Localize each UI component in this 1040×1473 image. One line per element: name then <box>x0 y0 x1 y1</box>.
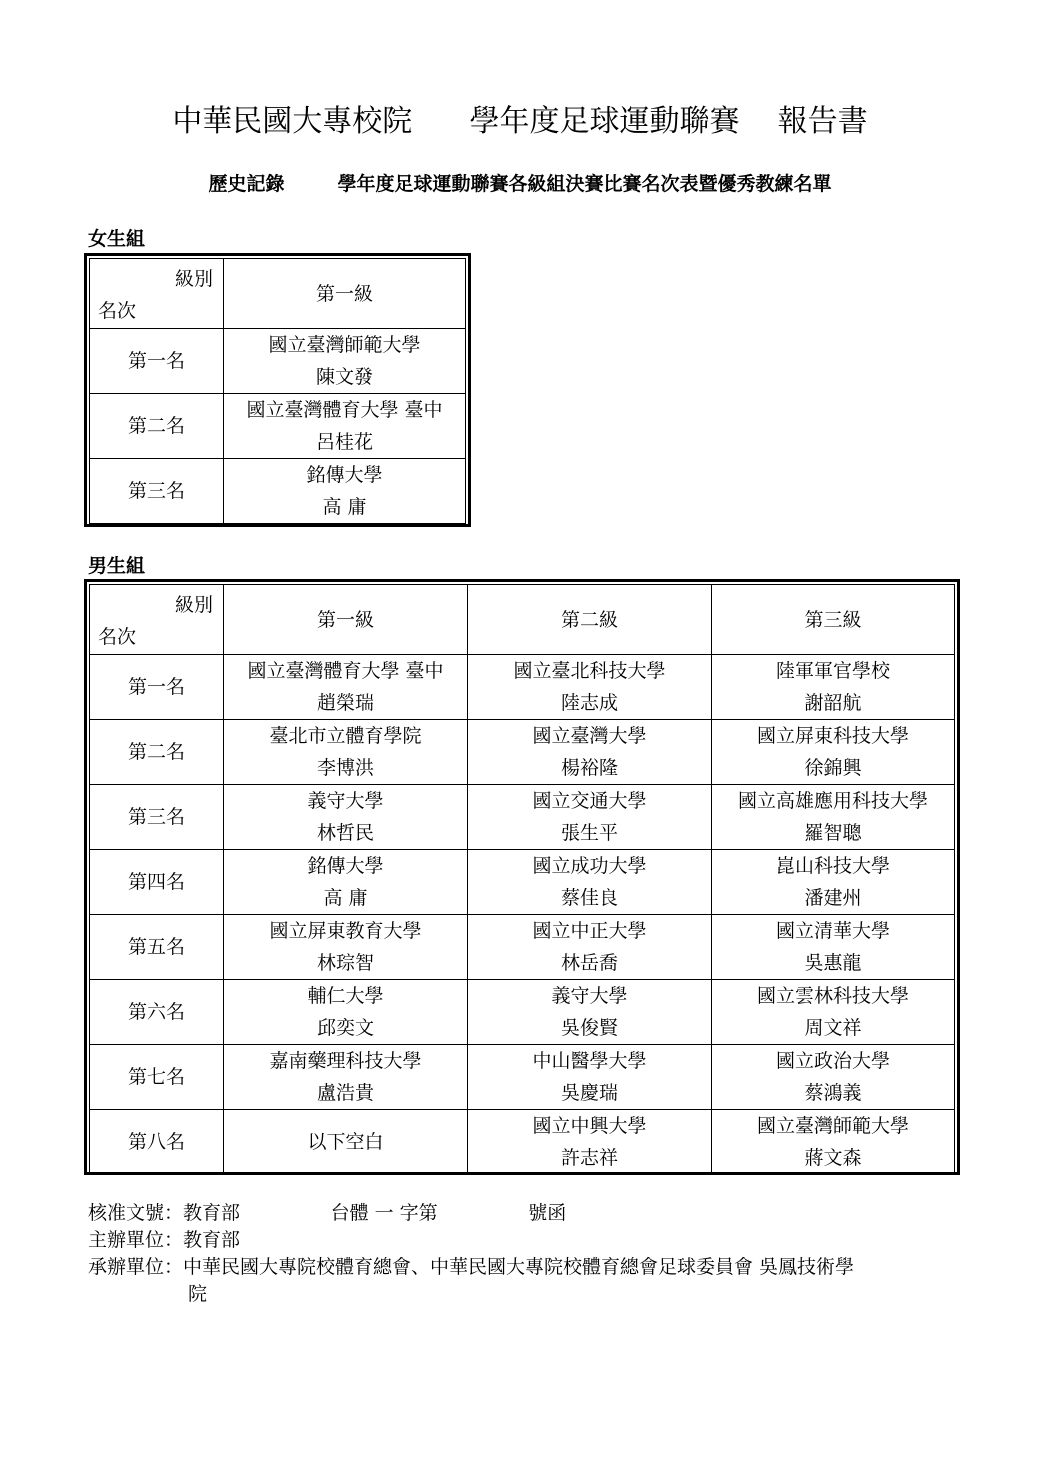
corner-header-cell <box>90 585 224 655</box>
coach-name: 周文祥 <box>804 1017 862 1039</box>
coach-name: 謝韶航 <box>804 692 862 714</box>
coach-name: 蔡佳良 <box>560 887 618 909</box>
coach-name: 林岳喬 <box>560 952 618 974</box>
rank-cell: 第六名 <box>90 980 224 1045</box>
coach-name: 潘建州 <box>804 887 862 909</box>
school-name: 國立高雄應用科技大學 <box>737 790 928 812</box>
school-name: 中山醫學大學 <box>532 1050 647 1072</box>
host-unit-line2: 院 <box>188 1283 208 1305</box>
table-row <box>90 915 955 980</box>
rank-cell: 第二名 <box>90 720 224 785</box>
coach-name: 高 庸 <box>322 496 367 518</box>
report-title: 中華民國大專校院 學年度足球運動聯賽 報告書 <box>172 104 868 139</box>
coach-name: 吳俊賢 <box>560 1017 618 1039</box>
result-cell <box>224 394 466 459</box>
school-name: 國立臺灣師範大學 <box>268 334 421 356</box>
result-cell <box>224 980 468 1045</box>
level-header: 第三級 <box>712 585 955 655</box>
coach-name: 吳慶瑞 <box>560 1082 618 1104</box>
result-cell <box>712 785 955 850</box>
school-name: 國立成功大學 <box>532 855 647 877</box>
coach-name: 羅智聰 <box>804 822 862 844</box>
school-name: 義守大學 <box>307 790 384 812</box>
corner-level-label: 級別 <box>174 594 213 616</box>
school-name: 國立中正大學 <box>532 920 647 942</box>
table-row <box>90 720 955 785</box>
table-row <box>90 459 466 524</box>
school-name: 國立交通大學 <box>532 790 647 812</box>
table-row <box>90 394 466 459</box>
corner-level-label: 級別 <box>174 268 213 290</box>
coach-name: 蔣文森 <box>804 1147 862 1169</box>
result-cell <box>468 1045 712 1110</box>
school-name: 銘傳大學 <box>307 855 384 877</box>
result-cell <box>468 1110 712 1175</box>
men-results-table <box>84 579 960 1175</box>
women-header-row <box>90 259 466 329</box>
school-name: 國立臺灣體育大學 臺中 <box>246 399 443 421</box>
result-cell <box>224 329 466 394</box>
coach-name: 高 庸 <box>323 887 368 909</box>
result-cell <box>224 1110 468 1175</box>
result-cell <box>224 915 468 980</box>
table-row <box>90 655 955 720</box>
coach-name: 趙榮瑞 <box>316 692 374 714</box>
result-cell <box>468 980 712 1045</box>
school-name: 國立清華大學 <box>775 920 890 942</box>
coach-name: 徐錦興 <box>804 757 862 779</box>
result-cell <box>468 785 712 850</box>
school-name: 國立雲林科技大學 <box>756 985 909 1007</box>
school-name: 國立中興大學 <box>532 1115 647 1137</box>
rank-cell: 第八名 <box>90 1110 224 1175</box>
result-cell <box>468 655 712 720</box>
rank-cell: 第三名 <box>90 785 224 850</box>
coach-name: 張生平 <box>560 822 618 844</box>
table-row <box>90 785 955 850</box>
school-name: 國立臺灣師範大學 <box>756 1115 909 1137</box>
school-name: 嘉南藥理科技大學 <box>269 1050 422 1072</box>
result-cell <box>224 655 468 720</box>
result-cell <box>224 785 468 850</box>
school-name: 國立屏東科技大學 <box>756 725 909 747</box>
school-name: 國立臺灣體育大學 臺中 <box>247 660 444 682</box>
result-cell <box>468 850 712 915</box>
result-cell <box>224 720 468 785</box>
result-cell <box>468 720 712 785</box>
coach-name: 林哲民 <box>316 822 374 844</box>
rank-cell: 第一名 <box>90 329 224 394</box>
coach-name: 吳惠龍 <box>804 952 862 974</box>
rank-cell: 第二名 <box>90 394 224 459</box>
coach-name: 呂桂花 <box>315 431 373 453</box>
school-name: 銘傳大學 <box>306 464 383 486</box>
school-name: 陸軍軍官學校 <box>775 660 890 682</box>
level-header: 第一級 <box>224 259 466 329</box>
rank-cell: 第三名 <box>90 459 224 524</box>
coach-name: 蔡鴻義 <box>804 1082 862 1104</box>
level-header: 第二級 <box>468 585 712 655</box>
host-unit-line1: 承辦單位：中華民國大專院校體育總會、中華民國大專院校體育總會足球委員會 吳鳳技術學 <box>88 1256 855 1278</box>
result-cell <box>468 915 712 980</box>
men-header-row <box>90 585 955 655</box>
rank-cell: 第五名 <box>90 915 224 980</box>
rank-cell: 第四名 <box>90 850 224 915</box>
school-name: 以下空白 <box>307 1131 384 1153</box>
result-cell <box>224 850 468 915</box>
table-row <box>90 329 466 394</box>
school-name: 義守大學 <box>551 985 628 1007</box>
coach-name: 李博洪 <box>316 757 374 779</box>
school-name: 國立屏東教育大學 <box>269 920 422 942</box>
coach-name: 陳文發 <box>315 366 373 388</box>
result-cell <box>712 720 955 785</box>
report-subtitle: 歷史記錄 學年度足球運動聯賽各級組決賽比賽名次表暨優秀教練名單 <box>208 173 832 195</box>
result-cell <box>712 850 955 915</box>
result-cell <box>712 980 955 1045</box>
rank-cell: 第七名 <box>90 1045 224 1110</box>
result-cell <box>712 655 955 720</box>
table-row <box>90 980 955 1045</box>
school-name: 國立臺北科技大學 <box>513 660 666 682</box>
organizer-unit: 主辦單位：教育部 <box>88 1229 241 1251</box>
coach-name: 林琮智 <box>316 952 374 974</box>
coach-name: 楊裕隆 <box>560 757 618 779</box>
table-row <box>90 850 955 915</box>
men-group-label: 男生組 <box>88 555 146 577</box>
table-row <box>90 1045 955 1110</box>
table-row <box>90 1110 955 1175</box>
result-cell <box>712 1110 955 1175</box>
corner-rank-label: 名次 <box>98 626 137 648</box>
result-cell <box>224 459 466 524</box>
coach-name: 盧浩貴 <box>316 1082 374 1104</box>
women-group-label: 女生組 <box>88 228 146 250</box>
corner-rank-label: 名次 <box>98 300 137 322</box>
level-header: 第一級 <box>224 585 468 655</box>
coach-name: 許志祥 <box>560 1147 618 1169</box>
women-results-table <box>84 253 471 527</box>
rank-cell: 第一名 <box>90 655 224 720</box>
coach-name: 邱奕文 <box>316 1017 374 1039</box>
corner-header-cell <box>90 259 224 329</box>
coach-name: 陸志成 <box>560 692 618 714</box>
result-cell <box>712 915 955 980</box>
school-name: 輔仁大學 <box>307 985 384 1007</box>
school-name: 臺北市立體育學院 <box>269 725 422 747</box>
approval-number: 核准文號：教育部 台體 一 字第 號函 <box>88 1202 567 1224</box>
result-cell <box>224 1045 468 1110</box>
result-cell <box>712 1045 955 1110</box>
school-name: 國立政治大學 <box>775 1050 890 1072</box>
school-name: 崑山科技大學 <box>775 855 890 877</box>
school-name: 國立臺灣大學 <box>532 725 647 747</box>
